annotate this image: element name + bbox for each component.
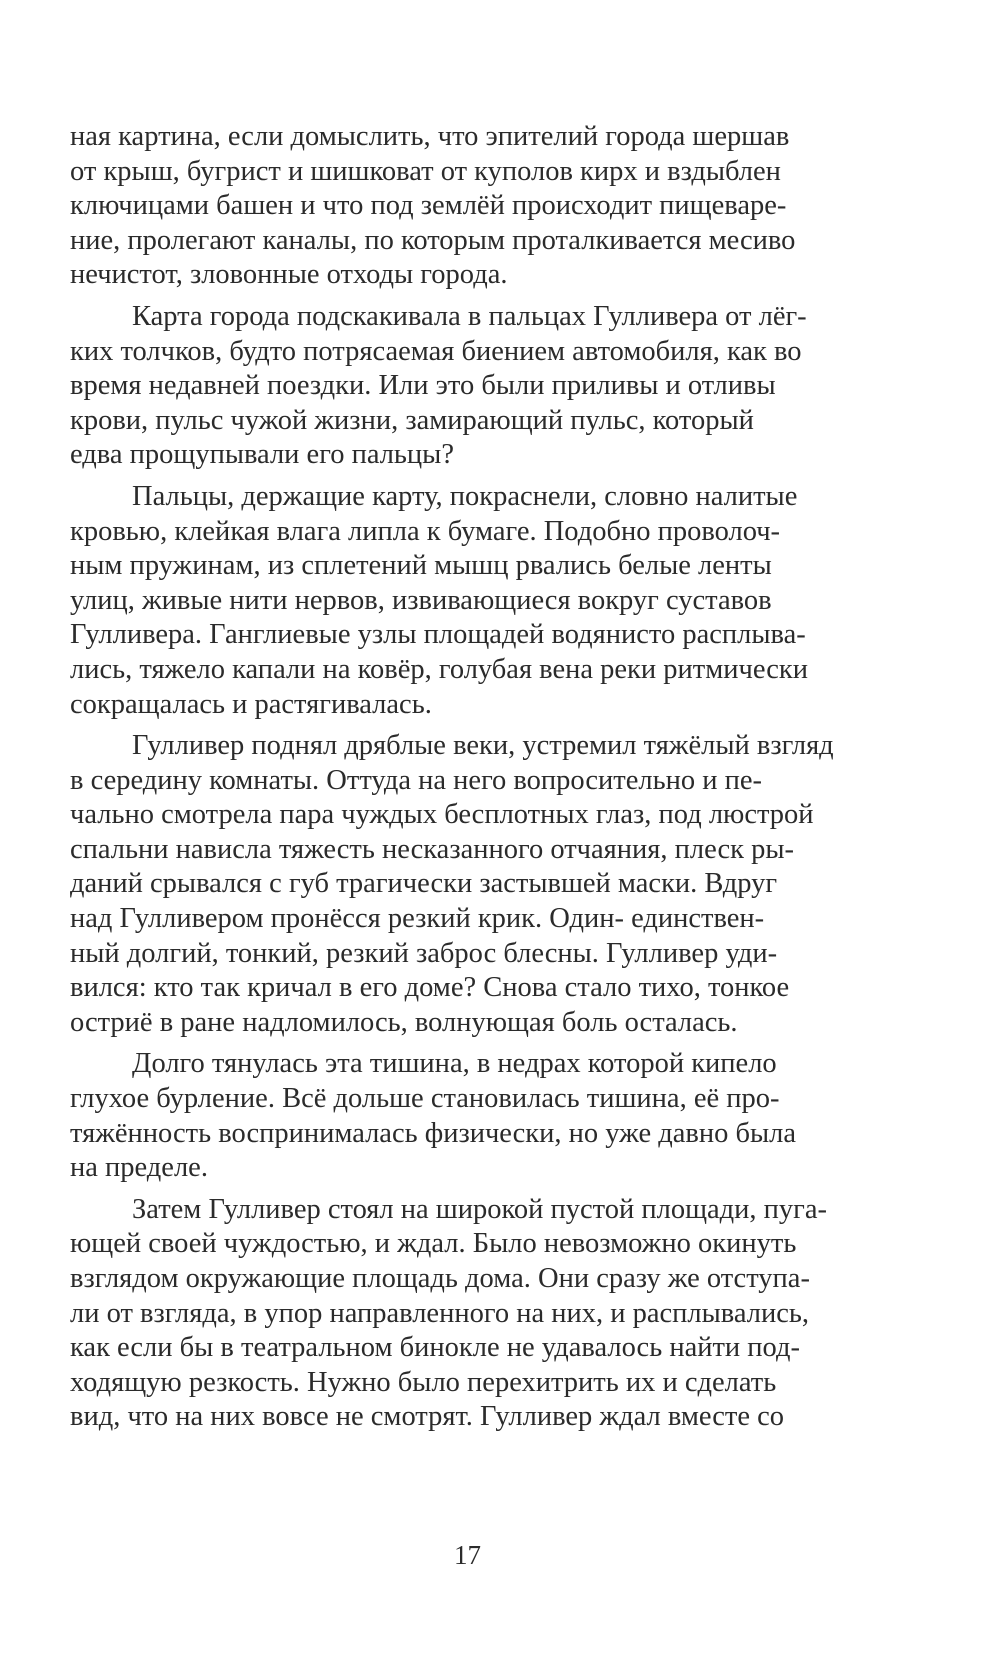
text-line: спальни нависла тяжесть несказанного отчаяния, плеск ры- xyxy=(70,833,794,865)
text-line: Долго тянулась эта тишина, в недрах которой кипело xyxy=(132,1048,777,1080)
text-line: над Гулливером пронёсся резкий крик. Один- единствен- xyxy=(70,903,765,935)
text-line: тяжённость воспринималась физически, но уже давно была xyxy=(70,1117,796,1149)
text-line: сокращалась и растягивалась. xyxy=(70,688,432,720)
text-line: глухое бурление. Всё дольше становилась тишина, её про- xyxy=(70,1083,780,1115)
text-line: чально смотрела пара чуждых бесплотных глаз, под люстрой xyxy=(70,799,814,831)
text-line: как если бы в театральном бинокле не удавалось найти под- xyxy=(70,1332,800,1364)
text-line: в середину комнаты. Оттуда на него вопросительно и пе- xyxy=(70,764,763,796)
text-line: Карта города подскакивала в пальцах Гулливера от лёг- xyxy=(132,300,807,332)
body-text xyxy=(70,120,935,1435)
text-line: ходящую резкость. Нужно было перехитрить их и сделать xyxy=(70,1366,777,1398)
paragraph xyxy=(70,120,935,293)
paragraph xyxy=(70,1193,935,1435)
text-line: лись, тяжело капали на ковёр, голубая вена реки ритмически xyxy=(70,653,808,685)
text-line: нечистот, зловонные отходы города. xyxy=(70,259,508,291)
text-line: время недавней поездки. Или это были приливы и отливы xyxy=(70,370,776,402)
text-line: взглядом окружающие площадь дома. Они сразу же отступа- xyxy=(70,1263,810,1294)
text-line: ным пружинам, из сплетений мышц рвались белые ленты xyxy=(70,550,772,582)
text-line: вился: кто так кричал в его доме? Снова стало тихо, тонкое xyxy=(70,972,790,1004)
paragraph xyxy=(70,300,935,473)
text-line: ключицами башен и что под землёй происходит пищеваре- xyxy=(70,190,787,222)
paragraph xyxy=(70,729,935,1040)
text-line: ная картина, если домыслить, что эпителий города шершав xyxy=(70,121,790,152)
text-line: даний срывался с губ трагически застывшей маски. Вдруг xyxy=(70,868,778,900)
text-line: ких толчков, будто потрясаемая биением автомобиля, как во xyxy=(70,335,802,367)
text-line: Гулливер поднял дряблые веки, устремил тяжёлый взгляд xyxy=(132,730,834,762)
paragraph xyxy=(70,480,935,722)
paragraph xyxy=(70,1047,935,1185)
text-line: вид, что на них вовсе не смотрят. Гулливер ждал вместе со xyxy=(70,1401,785,1433)
text-line: ный долгий, тонкий, резкий заброс блесны. Гулливер уди- xyxy=(70,937,778,969)
text-line: крови, пульс чужой жизни, замирающий пульс, который xyxy=(70,404,754,436)
text-line: остриё в ране надломилось, волнующая боль осталась. xyxy=(70,1006,738,1038)
text-line: на пределе. xyxy=(70,1152,208,1184)
text-line: кровью, клейкая влага липла к бумаге. Подобно проволоч- xyxy=(70,515,781,547)
text-line: Гулливера. Ганглиевые узлы площадей водянисто расплыва- xyxy=(70,619,806,651)
text-line: от крыш, бугрист и шишковат от куполов кирх и вздыблен xyxy=(70,155,781,187)
text-line: ние, пролегают каналы, по которым проталкивается месиво xyxy=(70,224,796,256)
text-line: улиц, живые нити нервов, извивающиеся вокруг суставов xyxy=(70,584,772,616)
page-number: 17 xyxy=(454,1540,481,1570)
text-line: ли от взгляда, в упор направленного на них, и расплывались, xyxy=(70,1297,809,1329)
text-line: ющей своей чуждостью, и ждал. Было невозможно окинуть xyxy=(70,1228,797,1260)
text-line: Затем Гулливер стоял на широкой пустой площади, пуга- xyxy=(132,1193,828,1225)
text-line: Пальцы, держащие карту, покраснели, словно налитые xyxy=(132,480,798,512)
text-line: едва прощупывали его пальцы? xyxy=(70,439,454,471)
